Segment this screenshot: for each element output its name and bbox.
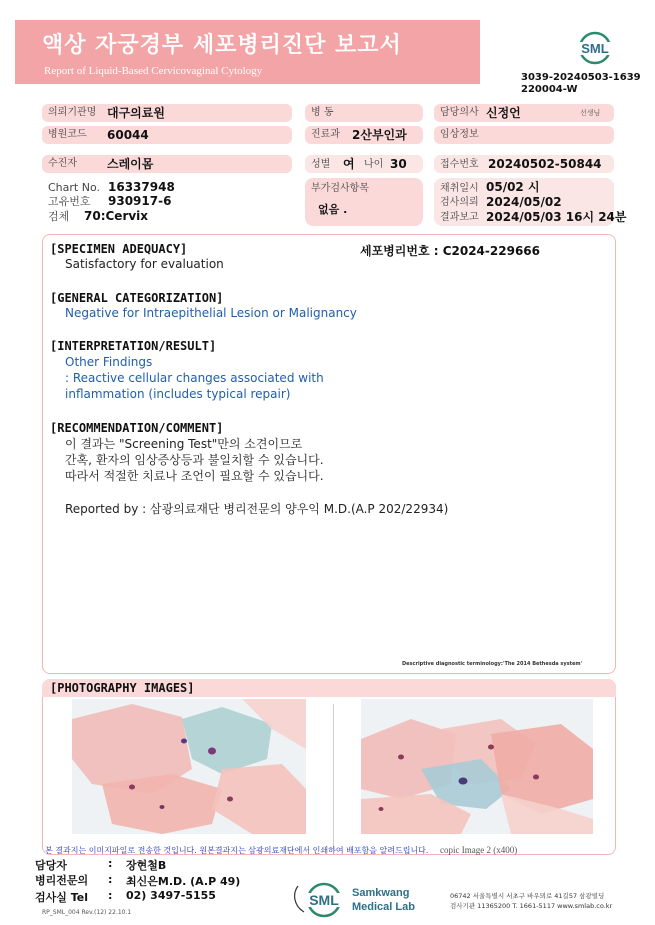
ward-label: 병 동 <box>311 107 334 118</box>
addl-label: 부가검사항목 <box>311 183 369 194</box>
disclaimer: 본 결과지는 이미지파일로 전송한 것입니다. 원본결과지는 삼광의료재단에서 인쇄하여 배포함을 알려드립니다. <box>45 846 429 855</box>
collect-value: 05/02 시 <box>486 180 540 194</box>
age-value: 30 <box>390 157 407 171</box>
sex-value: 여 <box>343 157 355 171</box>
clinical-label-bg <box>434 126 614 144</box>
hospital-code-label: 병원코드 <box>48 129 87 140</box>
ward-label-bg <box>305 104 423 122</box>
sml-logo-text: SML <box>581 41 609 56</box>
pathologist-colon: : <box>108 873 113 886</box>
report-subtitle: Report of Liquid-Based Cervicovaginal Cytology <box>44 65 263 77</box>
recommendation-line2: 간혹, 환자의 임상증상등과 불일치할 수 있습니다. <box>65 453 324 467</box>
staff-colon: : <box>108 857 113 870</box>
adequacy-text: Satisfactory for evaluation <box>65 257 224 271</box>
hospital-code-label-bg <box>42 126 292 144</box>
recommendation-heading: [RECOMMENDATION/COMMENT] <box>50 421 224 435</box>
result-date-label: 결과보고 <box>440 212 479 223</box>
request-value: 2024/05/02 <box>486 195 562 209</box>
tel-label: 검사실 Tel <box>35 891 88 904</box>
staff-label: 담당자 <box>35 859 67 872</box>
report-id <box>521 72 641 96</box>
address-line1: 06742 서울특별시 서초구 바우뫼로 41길57 삼광빌딩 <box>450 892 605 900</box>
doctor-label: 담당의사 <box>440 107 479 118</box>
adequacy-heading: [SPECIMEN ADEQUACY] <box>50 242 188 256</box>
clinical-label: 임상정보 <box>440 129 479 140</box>
sex-label: 성별 <box>311 159 331 170</box>
dept-value: 2산부인과 <box>352 128 407 142</box>
doctor-value: 신정언 <box>486 106 521 120</box>
general-heading: [GENERAL CATEGORIZATION] <box>50 291 224 305</box>
report-id-line2: 220004-W <box>521 84 578 95</box>
age-label: 나이 <box>364 159 384 170</box>
tel-value: 02) 3497-5155 <box>126 889 216 902</box>
receipt-label: 접수번호 <box>440 159 479 170</box>
company-name-2: Medical Lab <box>352 901 415 913</box>
specimen-value: 70:Cervix <box>84 209 149 223</box>
bethesda-footnote: Descriptive diagnostic terminology:'The 2014 Bethesda system' <box>402 661 583 667</box>
chart-value: 16337948 <box>108 180 175 194</box>
cytology-number: 세포병리번호 : C2024-229666 <box>360 244 540 258</box>
interpretation-line2: : Reactive cellular changes associated with <box>65 371 324 385</box>
institution-value: 대구의료원 <box>107 106 165 120</box>
staff-value: 장현철B <box>126 859 167 872</box>
result-date-value: 2024/05/03 16시 24분 <box>486 210 627 224</box>
pathologist-label: 병리전문의 <box>35 874 89 887</box>
address-line2: 검사기관 11365200 T. 1661-5117 www.smlab.co.kr <box>450 902 613 910</box>
request-label: 검사의뢰 <box>440 197 479 208</box>
hospital-code-value: 60044 <box>107 128 149 142</box>
cytology-image-1 <box>72 699 306 834</box>
general-text: Negative for Intraepithelial Lesion or Malignancy <box>65 306 357 320</box>
specimen-label: 검체 <box>48 210 70 223</box>
interpretation-line3: inflammation (includes typical repair) <box>65 387 291 401</box>
company-logo-icon <box>290 872 430 922</box>
recommendation-line3: 따라서 적절한 치료나 조언이 필요할 수 있습니다. <box>65 469 324 483</box>
cytology-image-2 <box>361 699 593 834</box>
company-logo-text: SML <box>309 892 339 908</box>
photo-heading: [PHOTOGRAPHY IMAGES] <box>50 681 195 695</box>
recommendation-line1: 이 결과는 "Screening Test"만의 소견이므로 <box>65 437 303 451</box>
institution-label-bg <box>42 104 292 122</box>
company-address <box>450 891 612 911</box>
reported-by: Reported by : 삼광의료재단 병리전문의 양우익 M.D.(A.P 202/22934) <box>65 502 449 516</box>
report-title: 액상 자궁경부 세포병리진단 보고서 <box>42 33 402 58</box>
patient-value: 스레이몸 <box>107 157 154 171</box>
interpretation-heading: [INTERPRETATION/RESULT] <box>50 339 217 353</box>
interpretation-line1: Other Findings <box>65 355 153 369</box>
patient-label: 수진자 <box>48 158 77 169</box>
sml-logo-icon <box>572 30 618 70</box>
photo-divider <box>333 704 334 850</box>
collect-label: 채취일시 <box>440 183 479 194</box>
tel-colon: : <box>108 889 113 902</box>
receipt-value: 20240502-50844 <box>488 157 602 171</box>
addl-value: 없음 . <box>318 203 348 216</box>
chart-label: Chart No. <box>48 181 100 194</box>
patient-label-bg <box>42 155 292 173</box>
pathologist-value: 최신은M.D. (A.P 49) <box>126 875 241 888</box>
institution-label: 의뢰기관명 <box>48 107 97 118</box>
id-label: 고유번호 <box>48 195 91 208</box>
doctor-suffix: 선생님 <box>580 109 601 117</box>
form-code: RP_SML_004 Rev.(12) 22.10.1 <box>42 909 132 916</box>
photo-caption-2: copic Image 2 (x400) <box>440 845 518 855</box>
id-value: 930917-6 <box>108 194 172 208</box>
company-name-1: Samkwang <box>352 887 410 899</box>
report-id-line1: 3039-20240503-1639 <box>521 72 641 83</box>
dept-label: 진료과 <box>311 129 340 140</box>
